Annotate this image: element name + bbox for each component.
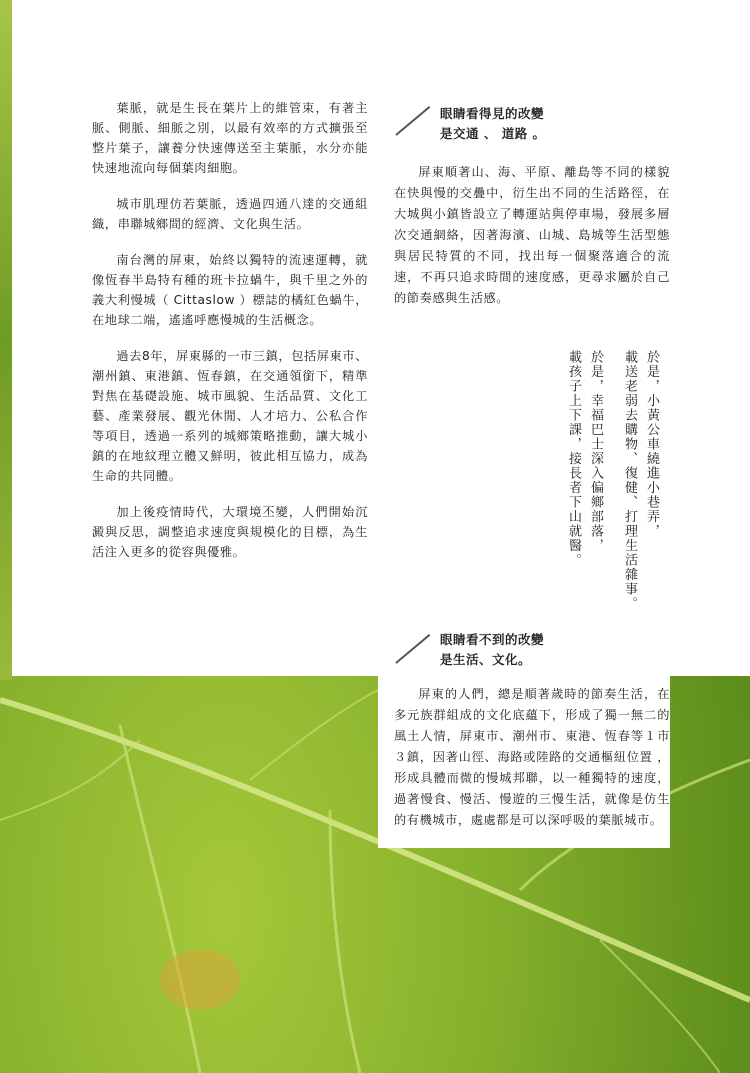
paragraph: 南台灣的屏東，始終以獨特的流速運轉，就像恆春半島特有種的班卡拉蝸牛，與千里之外的義大利慢城（ Cittaslow ）標誌的橘紅色蝸牛， 在地球二端，遙遙呼應慢城的生活概念。 <box>92 253 368 327</box>
heading-line: 是生活、文化。 <box>440 652 532 667</box>
paragraph: 屏東的人們，總是順著歲時的節奏生活，在多元族群組成的文化底蘊下，形成了獨一無二的風土人情，屏東市、潮州市、東港、恆春等１市３鎮，因著山徑、海路或陸路的交通樞紐位置 ，形成具體而微的慢城邦聯，以一種獨特的速度，過著慢食、慢活、慢遊的三慢生活，就像是仿生的有機城市，處處都是可以深呼吸的葉脈城市。 <box>394 687 670 827</box>
heading-line: 眼睛看不到的改變 <box>440 632 545 647</box>
heading-line: 眼睛看得見的改變 <box>440 106 545 121</box>
heading-line: 是交通 、 道路 。 <box>440 126 546 141</box>
invisible-change-body <box>394 684 670 831</box>
paragraph: 加上後疫情時代，大環境丕變，人們開始沉澱與反思，調整追求速度與規模化的目標，為生活注入更多的從容與優雅。 <box>92 505 368 559</box>
invisible-change-box <box>378 676 670 848</box>
paragraph: 屏東順著山、海、平原、離島等不同的樣貌在快與慢的交疊中，衍生出不同的生活路徑，在大城與小鎮皆設立了轉運站與停車場，發展多層次交通網絡，因著海濱、山城、島城等生活型態與居民特質的不同，找出每一個聚落適合的流速，不再只追求時間的速度感，更尋求屬於自己的節奏感與生活感。 <box>394 165 670 305</box>
vertical-text-line: 於是，小黃公車繞進小巷弄， <box>644 350 659 539</box>
invisible-change-heading <box>440 630 544 670</box>
paragraph: 葉脈，就是生長在葉片上的維管束，有著主脈、側脈、細脈之別，以最有效率的方式擴張至整片葉子，讓養分快速傳送至主葉脈，水分亦能快速地流向每個葉肉細胞。 <box>92 101 368 175</box>
intro-text-column <box>92 98 368 578</box>
paragraph: 城市肌理仿若葉脈，透過四通八達的交通組織，串聯城鄉間的經濟、文化與生活。 <box>92 197 368 231</box>
visible-change-body <box>394 162 670 309</box>
vertical-text-line: 載送老弱去購物、復健、打理生活雜事。 <box>622 350 637 611</box>
vertical-text-line: 載孩子上下課，接長者下山就醫。 <box>566 350 581 568</box>
leaf-edge-strip <box>0 0 12 680</box>
paragraph: 過去8年，屏東縣的一市三鎮，包括屏東市、潮州鎮、東港鎮、恆春鎮，在交通領銜下，精準對焦在基礎設施、城市風貌、生活品質、文化工藝、產業發展、觀光休閒、人才培力、公私合作等項目，透過一系列的城鄉策略推動，讓大城小鎮的在地紋理立體又鮮明，彼此相互協力，成為生命的共同體。 <box>92 349 368 483</box>
vertical-text-line: 於是，幸福巴士深入偏鄉部落， <box>588 350 603 553</box>
visible-change-heading <box>440 104 546 144</box>
